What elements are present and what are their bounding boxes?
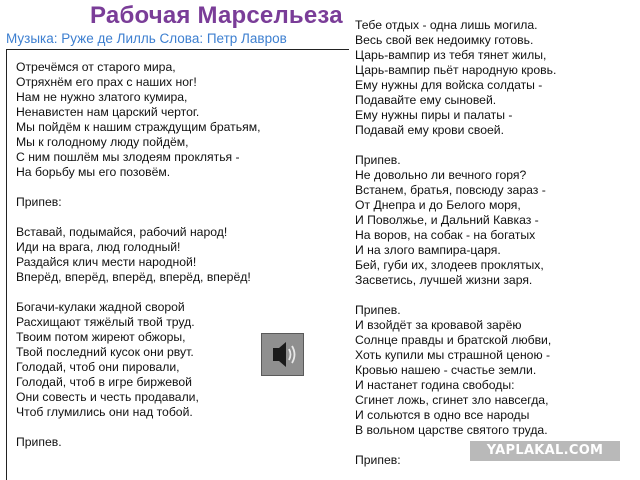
lyric-line: Чтоб глумились они над тобой. [16,405,193,419]
lyric-line: И на злого вампира-царя. [355,243,501,257]
lyric-line: На борьбу мы его позовём. [16,165,171,179]
lyric-line: Подавай ему крови своей. [355,123,504,137]
lyric-line: Хоть купили мы страшной ценою - [355,348,551,362]
lyric-line: Бей, губи их, злодеев проклятых, [355,258,544,272]
lyric-line: И настанет година свободы: [355,378,515,392]
lyric-line: И Поволжье, и Дальний Кавказ - [355,213,539,227]
lyric-line: Раздайся клич мести народной! [16,255,197,269]
lyric-line: От Днепра и до Белого моря, [355,198,521,212]
lyric-line: Иди на врага, люд голодный! [16,240,181,254]
lyric-line: Припев. [355,153,401,167]
lyric-line: Мы к голодному люду пойдём, [16,135,189,149]
lyric-line: Голодай, чтоб в игре биржевой [16,375,192,389]
lyric-line: И сольются в одно все народы [355,408,530,422]
lyric-line: В вольном царстве святого труда. [355,423,548,437]
lyric-line [16,285,260,300]
lyric-line [355,288,556,303]
lyric-line: Припев: [355,453,401,467]
lyric-line: На воров, на собак - на богатых [355,228,536,242]
credits-subtitle: Музыка: Руже де Лилль Слова: Петр Лавров [6,31,287,46]
lyric-line: Подавайте ему сыновей. [355,93,497,107]
lyric-line: С ним пошлём мы злодеям проклятья - [16,150,240,164]
lyric-line [16,210,260,225]
lyric-line: Припев. [355,303,401,317]
lyric-line: Сгинет ложь, сгинет зло навсегда, [355,393,549,407]
watermark-logo: YAPLAKAL.COM [470,441,620,461]
lyrics-right-column [355,18,556,468]
lyric-line: Солнце правды и братской любви, [355,333,552,347]
lyric-line: Твоим потом жиреют обжоры, [16,330,186,344]
lyric-line [355,138,556,153]
lyric-line: Ему нужны пиры и палаты - [355,108,513,122]
lyric-line: Вставай, подымайся, рабочий народ! [16,225,228,239]
lyric-line: Богачи-кулаки жадной сворой [16,300,185,314]
audio-play-button[interactable] [261,333,304,376]
lyric-line: Царь-вампир пьёт народную кровь. [355,63,557,77]
lyric-line: Мы пойдём к нашим страждущим братьям, [16,120,261,134]
lyric-line: Голодай, чтоб они пировали, [16,360,180,374]
lyric-line: Расхищают тяжёлый твой труд. [16,315,195,329]
lyric-line: Кровью нашею - счастье земли. [355,363,537,377]
lyric-line: Нам не нужно златого кумира, [16,90,188,104]
lyric-line: Они совесть и честь продавали, [16,390,199,404]
speaker-icon [262,334,303,375]
lyric-line: Припев. [16,435,62,449]
lyric-line: Не довольно ли вечного горя? [355,168,527,182]
lyric-line: Засветись, лучшей жизни заря. [355,273,533,287]
page-title: Рабочая Марсельеза [90,2,343,29]
lyric-line: Отречёмся от старого мира, [16,60,176,74]
lyric-line: Отряхнём его прах с наших ног! [16,75,197,89]
lyric-line: Припев: [16,195,62,209]
lyric-line: Тебе отдых - одна лишь могила. [355,18,538,32]
lyric-line: Вперёд, вперёд, вперёд, вперёд, вперёд! [16,270,251,284]
lyric-line: Весь свой век недоимку готовь. [355,33,534,47]
lyric-line [16,180,260,195]
lyric-line [16,420,260,435]
lyric-line: Ненавистен нам царский чертог. [16,105,200,119]
lyric-line: Царь-вампир из тебя тянет жилы, [355,48,547,62]
lyric-line: Твой последний кусок они рвут. [16,345,194,359]
lyric-line: Ему нужны для войска солдаты - [355,78,543,92]
lyric-line: Встанем, братья, повсюду зараз - [355,183,546,197]
lyric-line: И взойдёт за кровавой зарёю [355,318,522,332]
lyrics-left-column [16,60,260,450]
